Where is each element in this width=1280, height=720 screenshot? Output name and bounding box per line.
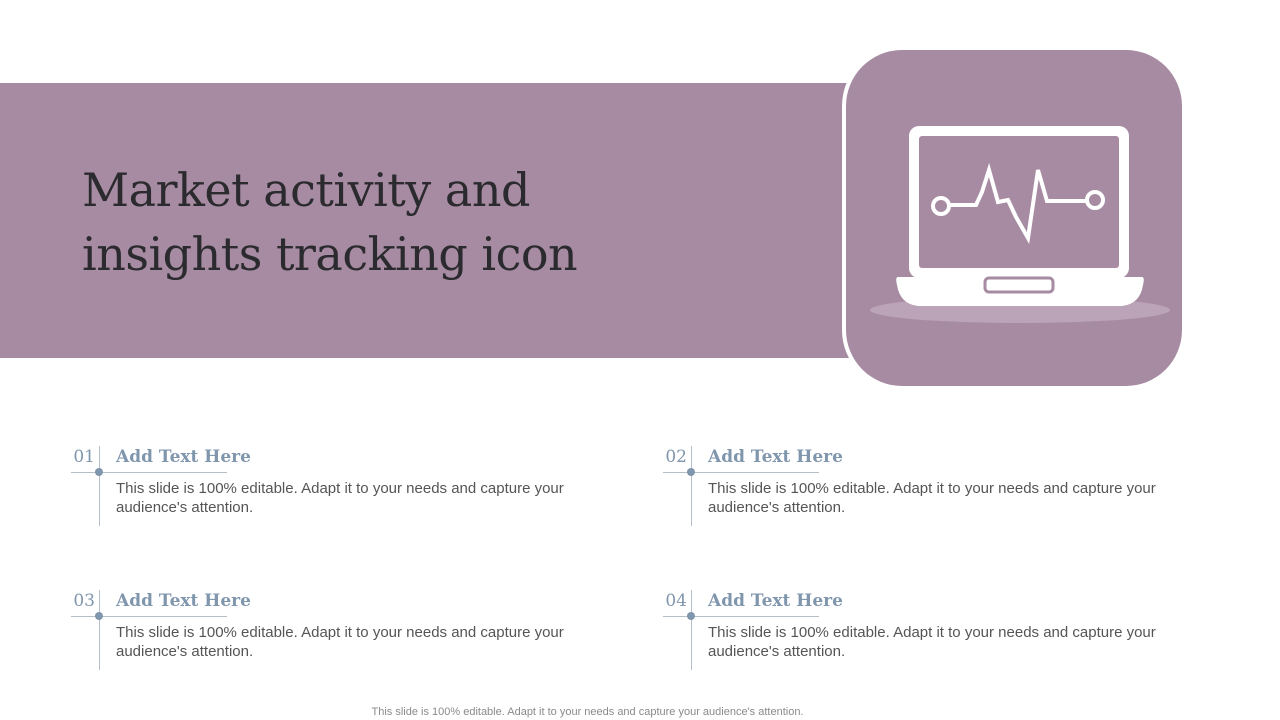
item-number: 04 (665, 591, 687, 611)
divider (99, 446, 100, 526)
divider (691, 446, 692, 526)
page-title (82, 158, 682, 286)
item-number: 03 (73, 591, 95, 611)
bullet-dot (687, 468, 695, 476)
item-heading: Add Text Here (708, 591, 843, 611)
item-body: This slide is 100% editable. Adapt it to your needs and capture your audience's attention. (708, 624, 1156, 660)
icon-tile (846, 50, 1182, 386)
title-line-2: insights tracking icon (82, 227, 578, 281)
item-body: This slide is 100% editable. Adapt it to your needs and capture your audience's attention. (708, 480, 1156, 516)
item-body: This slide is 100% editable. Adapt it to your needs and capture your audience's attention. (116, 480, 564, 516)
footer-note: This slide is 100% editable. Adapt it to your needs and capture your audience's attention. (371, 706, 804, 718)
bullet-dot (687, 612, 695, 620)
item-heading: Add Text Here (708, 447, 843, 467)
title-line-1: Market activity and (82, 163, 530, 217)
item-heading: Add Text Here (116, 591, 251, 611)
item-heading: Add Text Here (116, 447, 251, 467)
divider (99, 590, 100, 670)
item-number: 02 (665, 447, 687, 467)
item-body: This slide is 100% editable. Adapt it to your needs and capture your audience's attention. (116, 624, 564, 660)
bullet-dot (95, 612, 103, 620)
divider (691, 590, 692, 670)
laptop-heartbeat-icon (846, 50, 1182, 386)
bullet-dot (95, 468, 103, 476)
item-number: 01 (73, 447, 95, 467)
